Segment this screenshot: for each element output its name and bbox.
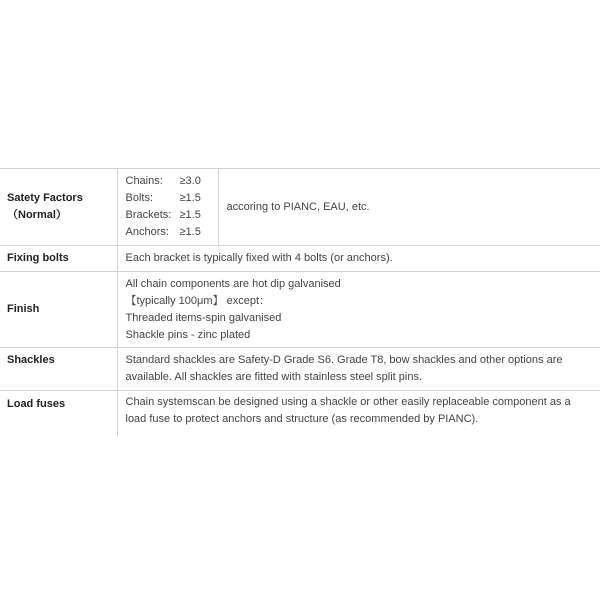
- factor-name: Anchors:: [125, 226, 169, 238]
- factor-name: Brackets:: [125, 209, 172, 221]
- row-value-fixing-bolts: Each bracket is typically fixed with 4 bolts (or anchors).: [125, 252, 393, 264]
- table-row-finish: [0, 272, 600, 348]
- factor-name: Chains:: [125, 175, 163, 187]
- specification-table: [0, 168, 600, 436]
- row-label-shackles: Shackles: [0, 348, 117, 391]
- factor-value: ≥1.5: [179, 209, 201, 221]
- safety-label-line2: （Normal）: [7, 209, 67, 221]
- table-row-safety-factors: [0, 169, 600, 246]
- factor-value: ≥1.5: [179, 226, 201, 238]
- list-item: [126, 190, 218, 207]
- row-label-load-fuses: Load fuses: [0, 391, 117, 437]
- finish-line: Threaded items-spin galvanised: [125, 311, 282, 324]
- row-value-shackles: [117, 348, 600, 391]
- finish-line: 【typically 100μm】 except：: [125, 294, 270, 307]
- row-value-safety-factors: [117, 169, 600, 246]
- finish-line: Shackle pins - zinc plated: [125, 328, 251, 341]
- factor-value: ≥1.5: [179, 192, 201, 204]
- fuses-line: load fuse to protect anchors and structure (as recommended by PIANC).: [125, 413, 479, 425]
- factor-value: ≥3.0: [179, 175, 201, 187]
- row-value-load-fuses: [117, 391, 600, 437]
- list-item: [126, 207, 218, 224]
- table-row-load-fuses: [0, 391, 600, 437]
- fuses-line: Chain systemscan be designed using a shackle or other easily replaceable component as a: [125, 396, 571, 408]
- shackles-line: available. All shackles are fitted with stainless steel split pins.: [125, 371, 423, 383]
- finish-line: All chain components are hot dip galvanised: [125, 277, 341, 290]
- row-label-fixing-bolts: Fixing bolts: [0, 246, 117, 272]
- list-item: [126, 224, 218, 241]
- row-value-finish: [117, 272, 600, 348]
- list-item: [126, 173, 218, 190]
- row-label-safety-factors: [0, 169, 117, 246]
- shackles-line: Standard shackles are Safety-D Grade S6. Grade T8, bow shackles and other options are: [125, 354, 563, 366]
- safety-factor-list: [118, 169, 219, 245]
- safety-note: accoring to PIANC, EAU, etc.: [226, 200, 370, 213]
- factor-name: Bolts:: [125, 192, 154, 204]
- table-row-fixing-bolts: [0, 246, 600, 272]
- table-row-shackles: [0, 348, 600, 391]
- safety-label-line1: Satety Factors: [7, 192, 83, 204]
- row-label-finish: Finish: [0, 272, 117, 348]
